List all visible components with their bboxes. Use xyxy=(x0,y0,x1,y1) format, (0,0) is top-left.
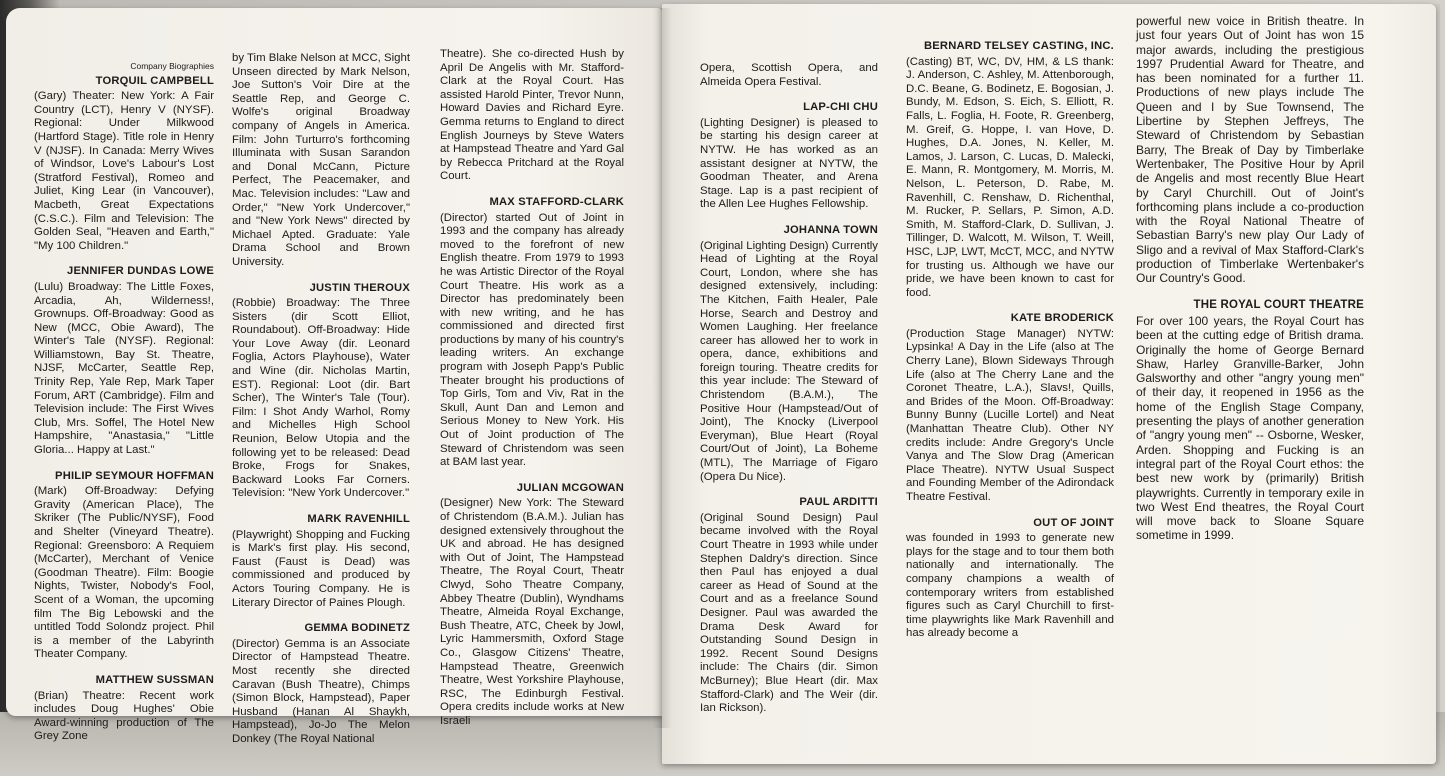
bio-entry xyxy=(1136,298,1364,543)
page-edge-shade xyxy=(1380,4,1440,764)
bio-entry xyxy=(700,62,878,89)
bio-text: (Brian) Theatre: Recent work includes Doug Hughes' Obie Award-winning production of The Grey Zone xyxy=(34,689,214,743)
bio-entry xyxy=(906,517,1114,641)
bio-text: (Lighting Designer) is pleased to be starting his design career at NYTW. He has worked as an assistant designer at NYTW, the Goodman Theater, and Arena Stage. Lap is a past recipient of the Allen Lee Hughes Fellowship. xyxy=(700,116,878,211)
bio-name: GEMMA BODINETZ xyxy=(304,622,410,635)
bio-name: JENNIFER DUNDAS LOWE xyxy=(67,265,214,278)
bio-text: (Casting) BT, WC, DV, HM, & LS thank: J. Anderson, C. Ashley, M. Attenborough, D.C. Beane, G. Bodinetz, E. Bogosian, J. Bundy, M. Edson, S. Eich, S. Elliott, R. Falls, L. Foglia, H. Foote, R. Greenberg, M. Greif, G. Hoppe, I. van Hove, D. Hughes, D.A. Jones, N. Keller, M. Lamos, J. Larson, C. Lucas, D. Malecki, E. Mann, R. Montgomery, M. Morris, M. Nelson, L. Peterson, D. Rabe, M. Ravenhill, C. Renshaw, D. Richenthal, M. Rucker, P. Sellars, P. Simon, A.D. Smith, M. Stafford-Clark, D. Sullivan, J. Tillinger, D. Walcott, M. Wilson, T. Weill, HSC, LJP, LWT, McCT, MCC, and NYTW for trusting us. Although we have our pride, we have been known to cast for food. xyxy=(906,55,1114,299)
bio-entry xyxy=(34,674,214,744)
bio-text: Opera, Scottish Opera, and Almeida Opera Festival. xyxy=(700,62,878,88)
book-gutter xyxy=(652,8,672,728)
bio-entry xyxy=(440,196,624,470)
bio-text: (Original Lighting Design) Currently Head of Lighting at the Royal Court, London, where she has designed extensively, including: The Kitchen, Faith Healer, Pale Horse, Search and Destroy and Women Laughing. Her freelance career has allowed her to work in opera, dance, exhibitions and foreign touring. Theatre credits for this year include: The Steward of Christendom (B.A.M.), The Positive Hour (Hampstead/Out of Joint), The Knocky (Liverpool Everyman), Blue Heart (Royal Court/Out of Joint), La Boheme (MTL), The Marriage of Figaro (Opera Du Nice). xyxy=(700,239,878,483)
bio-text: powerful new voice in British theatre. In just four years Out of Joint has won 15 major awards, including the prestigious 1997 Prudential Award for Theatre, and has been nominated for a further 11. Productions of new plays include The Queen and I by Sue Townsend, The Libertine by Stephen Jeffreys, The Steward of Christendom by Sebastian Barry, The Break of Day by Timberlake Wertenbaker, The Positive Hour by April de Angelis and most recently Blue Heart by Caryl Churchill. Out of Joint's forthcoming plans include a co-production with the Royal National Theatre of Sebastian Barry's new play Our Lady of Sligo and a revival of Max Stafford-Clark's production of Timberlake Wertenbaker's Our Country's Good. xyxy=(1136,14,1364,286)
bio-entry xyxy=(34,470,214,662)
bio-text: (Gary) Theater: New York: A Fair Country (LCT), Henry V (NYSF). Regional: Under Milkwood (Hartford Stage). Title role in Henry V (NJSF). In Canada: Merry Wives of Windsor, Love's Labour's Lost (Stratford Festival), Romeo and Juliet, King Lear (in Vancouver), Macbeth, Great Expectations (C.S.C.). Film and Television: The Golden Seal, "Heaven and Earth," "My 100 Children." xyxy=(34,90,214,252)
bio-entry xyxy=(440,482,624,729)
bio-entry xyxy=(232,622,410,746)
bio-name: JOHANNA TOWN xyxy=(783,223,878,236)
bio-entry xyxy=(232,282,410,502)
bio-text: (Production Stage Manager) NYTW: Lypsinka! A Day in the Life (also at The Cherry Lane), Blown Sideways Through Life (also at The Cherry Lane and the Coronet Theatre, L.A.), Slavs!, Quills, and Brides of the Moon. Off-Broadway: Bunny Bunny (Lucille Lortel) and Neat (Manhattan Theatre Club). Other NY credits include: Andre Gregory's Uncle Vanya and The Slow Drag (American Place Theatre). NYTW Usual Suspect and Founding Member of the Adirondack Theatre Festival. xyxy=(906,327,1114,503)
bio-entry xyxy=(906,312,1114,504)
bio-text: (Original Sound Design) Paul became involved with the Royal Court Theatre in 1993 while under Stephen Daldry's direction. Since then Paul has enjoyed a dual career as Head of Sound at the Court and as a freelance Sound Designer. Paul was awarded the Drama Desk Award for Outstanding Sound Design in 1992. Recent Sound Designs include: The Chairs (dir. Simon McBurney); Blue Heart (dir. Max Stafford-Clark) and The Weir (dir. Ian Rickson). xyxy=(700,511,878,715)
bio-name: LAP-CHI CHU xyxy=(803,101,878,114)
bio-entry xyxy=(34,75,214,254)
bio-name: PHILIP SEYMOUR HOFFMAN xyxy=(55,469,214,482)
bio-text: (Mark) Off-Broadway: Defying Gravity (American Place), The Skriker (The Public/NYSF), Food and Shelter (Vineyard Theatre). Regional: Greensboro: A Requiem (McCarter), Merchant of Venice (Goodman Theatre). Film: Boogie Nights, Twister, Nobody's Fool, Scent of a Woman, the upcoming film The Big Lebowski and the untitled Todd Solondz project. Phil is a member of the Labyrinth Theater Company. xyxy=(34,485,214,661)
bio-entry xyxy=(700,101,878,212)
bio-name: JUSTIN THEROUX xyxy=(309,281,410,294)
bio-column-4 xyxy=(700,62,878,742)
bio-name: KATE BRODERICK xyxy=(1010,312,1114,325)
bio-entry xyxy=(440,48,624,184)
section-label: Company Biographies xyxy=(130,61,214,71)
bio-text: by Tim Blake Nelson at MCC, Sight Unseen directed by Mark Nelson, Joe Sutton's Voir Dire at the Seattle Rep, and George C. Wolfe's original Broadway company of Angels in America. Film: John Turturro's forthcoming Illuminata with Susan Sarandon and Donal McCann, Picture Perfect, The Peacemaker, and Mac. Television includes: "Law and Order," "New York Undercover," and "New York News" directed by Michael Apted. Graduate: Yale Drama School and Brown University. xyxy=(232,52,410,268)
bio-name: TORQUIL CAMPBELL xyxy=(95,74,214,87)
bio-text: For over 100 years, the Royal Court has been at the cutting edge of British drama. Originally the home of George Bernard Shaw, Harley Granville-Barker, John Galsworthy and other "angry young men" of their day, it reopened in 1956 as the home of the English Stage Company, presenting the plays of another generation of "angry young men" -- Osborne, Wesker, Arden. Shopping and Fucking is an integral part of the Royal Court ethos: the best new work by (primarily) British playwrights. Currently in temporary exile in two West End theatres, the Royal Court will move back to Sloane Square sometime in 1999. xyxy=(1136,313,1364,543)
bio-entry xyxy=(700,224,878,484)
bio-text: (Designer) New York: The Steward of Christendom (B.A.M.). Julian has designed extensively throughout the UK and abroad. He has designed with Out of Joint, The Hampstead Theatre, The Royal Court, Theatr Clwyd, Soho Theatre Company, Abbey Theatre (Dublin), Wyndhams Theatre, Almeida Royal Exchange, Bush Theatre, ATC, Cheek by Jowl, Lyric Hammersmith, Oxford Stage Co., Glasgow Citizens' Theatre, Hampstead Theatre, Greenwich Theatre, West Yorkshire Playhouse, RSC, The Edinburgh Festival. Opera credits include works at New Israeli xyxy=(440,497,624,727)
bio-name: BERNARD TELSEY CASTING, INC. xyxy=(923,40,1114,52)
bio-name: OUT OF JOINT xyxy=(1033,516,1114,529)
bio-entry xyxy=(34,265,214,457)
bio-entry xyxy=(700,496,878,716)
bio-text: (Lulu) Broadway: The Little Foxes, Arcadia, Ah, Wilderness!, Grownups. Off-Broadway: Good as New (MCC, Obie Award), The Winter's Tale (NYSF). Regional: Williamstown, Bay St. Theatre, NJSF, McCarter, Seattle Rep, Trinity Rep, Yale Rep, Mark Taper Forum, ART (Cambridge). Film and Television include: The First Wives Club, Mrs. Soffel, The Hotel New Hampshire, "Anastasia," "Little Gloria... Happy at Last." xyxy=(34,280,214,457)
bio-name: MAX STAFFORD-CLARK xyxy=(489,195,624,208)
bio-text: (Director) started Out of Joint in 1993 and the company has already moved to the forefront of new English theatre. From 1979 to 1993 he was Artistic Director of the Royal Court Theatre. His work as a Director has predominately been with new writing, and he has commissioned and directed first productions by many of his country's leading writers. An exchange program with Joseph Papp's Public Theater brought his productions of Top Girls, Tom and Viv, Rat in the Skull, Aunt Dan and Lemon and Serious Money to New York. His Out of Joint production of The Steward of Christendom was seen at BAM last year. xyxy=(440,211,624,469)
bio-entry xyxy=(906,40,1114,300)
bio-name: MATTHEW SUSSMAN xyxy=(95,673,214,686)
bio-entry xyxy=(232,52,410,270)
bio-text: (Director) Gemma is an Associate Director of Hampstead Theatre. Most recently she directed Caravan (Bush Theatre), Chimps (Simon Block, Hampstead), Paper Husband (Hanan Al Shaykh, Hampstead), Jo-Jo The Melon Donkey (The Royal National xyxy=(232,637,410,745)
bio-text: Theatre). She co-directed Hush by April De Angelis with Mr. Stafford-Clark at the Royal Court. Has assisted Harold Pinter, Trevor Nunn, Howard Davies and Richard Eyre. Gemma returns to England to direct English Journeys by Steve Waters at Hampstead Theatre and Yard Gal by Rebecca Pritchard at the Royal Court. xyxy=(440,48,624,183)
bio-entry xyxy=(1136,14,1364,286)
bio-column-5 xyxy=(906,40,1114,740)
bio-name: MARK RAVENHILL xyxy=(307,513,410,525)
bio-text: was founded in 1993 to generate new plays for the stage and to tour them both nationally and internationally. The company champions a wealth of contemporary writers from established figures such as Caryl Churchill to first-time playwrights like Mark Ravenhill and has already become a xyxy=(906,532,1114,640)
bio-column-3 xyxy=(440,48,624,727)
bio-column-1 xyxy=(34,60,214,743)
bio-column-6 xyxy=(1136,14,1364,714)
bio-name: THE ROYAL COURT THEATRE xyxy=(1193,298,1364,311)
bio-column-2 xyxy=(232,52,410,745)
bio-name: PAUL ARDITTI xyxy=(799,496,878,509)
bio-name: JULIAN MCGOWAN xyxy=(516,481,624,494)
bio-entry xyxy=(232,513,410,610)
bio-text: (Playwright) Shopping and Fucking is Mark's first play. His second, Faust (Faust is Dead) was commissioned and produced by Actors Touring Company. He is Literary Director of Paines Plough. xyxy=(232,528,410,609)
bio-text: (Robbie) Broadway: The Three Sisters (dir Scott Elliot, Roundabout). Off-Broadway: Hide Your Love Away (dir. Leonard Foglia, Actors Playhouse), Water and Wine (dir. Nicholas Martin, EST). Regional: Loot (dir. Bart Scher), The Winter's Tale (Tour). Film: I Shot Andy Warhol, Romy and Michelles High School Reunion, Below Utopia and the following yet to be released: Dead Broke, Frogs for Snakes, Backward Looks Far Corners. Television: "New York Undercover." xyxy=(232,297,410,500)
